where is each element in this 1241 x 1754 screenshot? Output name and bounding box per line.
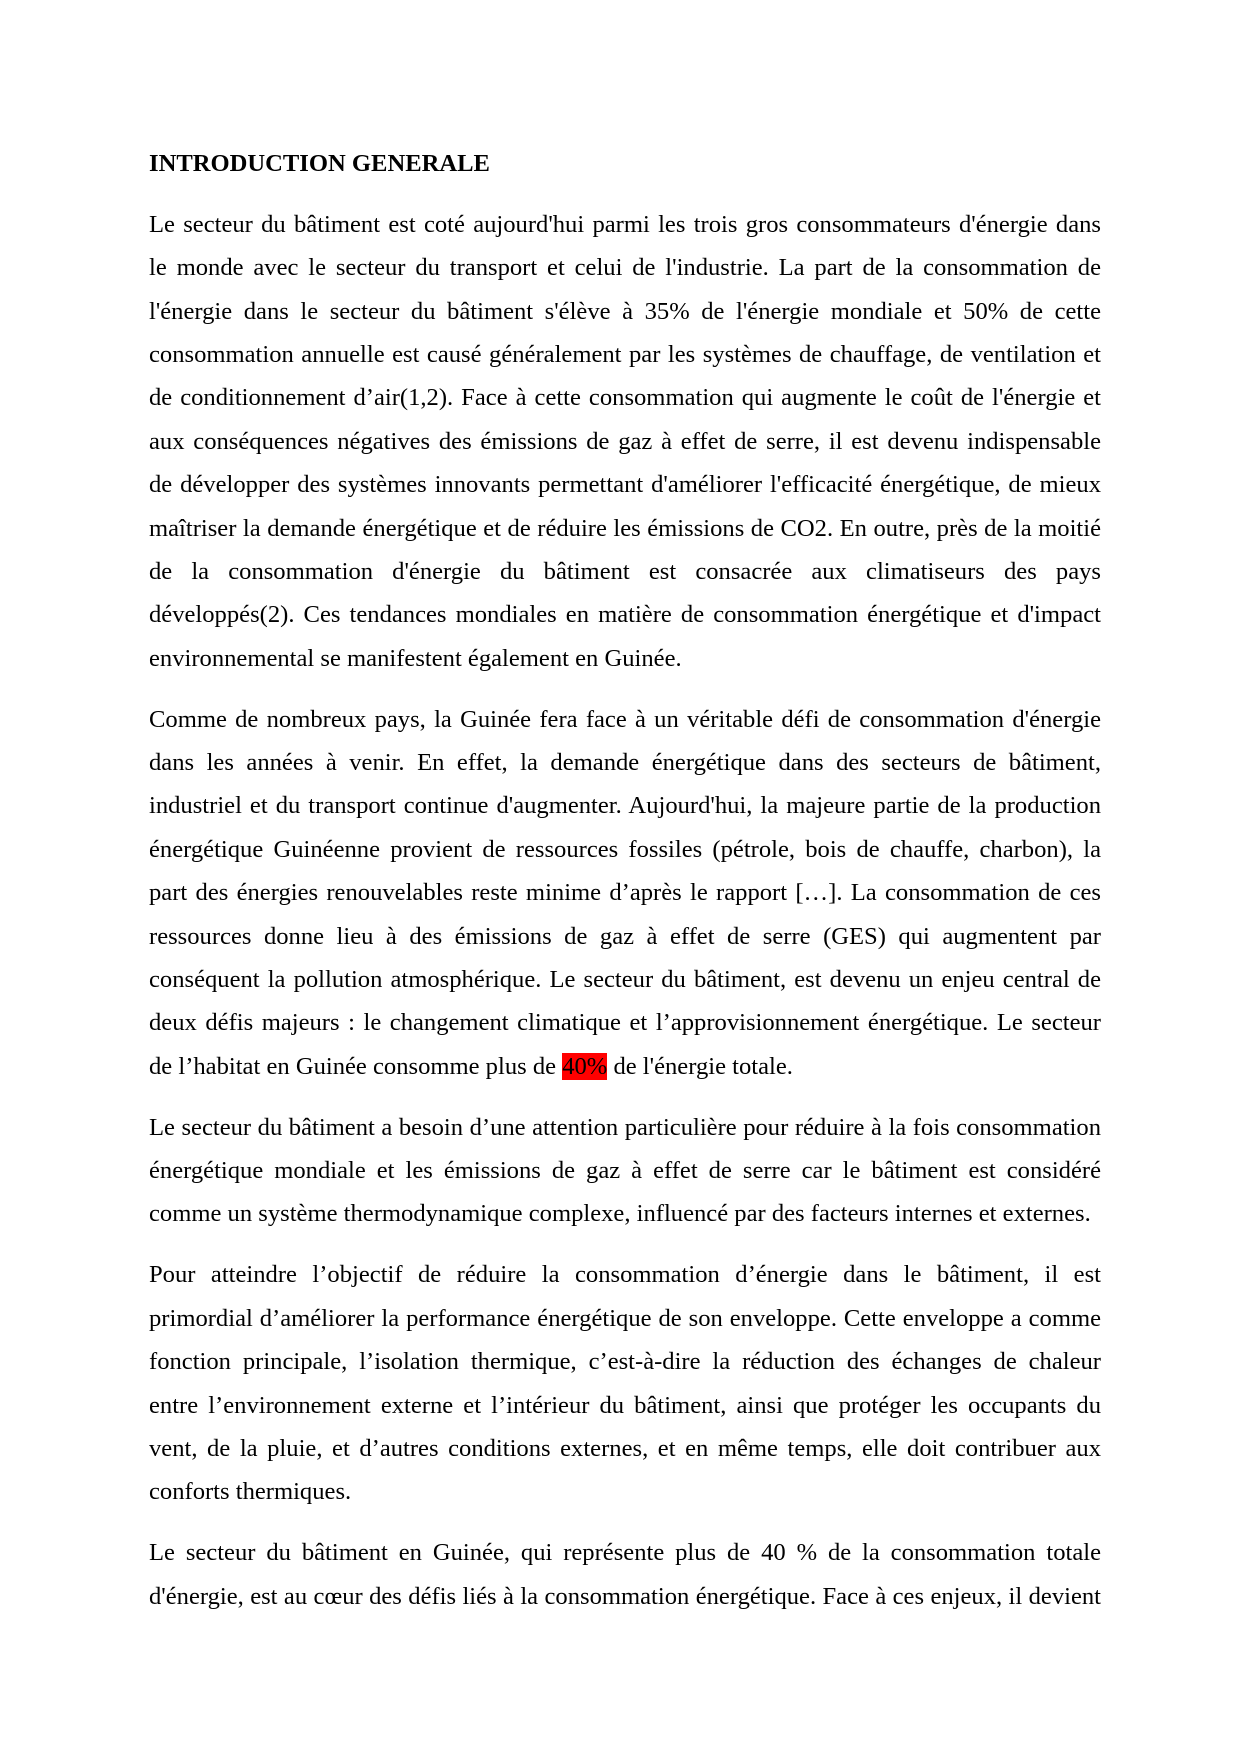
paragraph-line: fonction principale, l’isolation thermique, c’est-à-dire la réduction des échanges de chaleur	[149, 1348, 1101, 1376]
paragraph-line: Le secteur du bâtiment est coté aujourd'hui parmi les trois gros consommateurs d'énergie dans	[149, 210, 1101, 238]
paragraph-line: de conditionnement d’air(1,2). Face à cette consommation qui augmente le coût de l'énergie et	[149, 384, 1101, 412]
text-after-highlight: de l'énergie totale.	[607, 1052, 793, 1080]
paragraph-3	[149, 1106, 1101, 1236]
highlighted-percentage: 40%	[562, 1052, 608, 1080]
section-heading: INTRODUCTION GENERALE	[149, 150, 490, 177]
paragraph-line: part des énergies renouvelables reste minime d’après le rapport […]. La consommation de ces	[149, 879, 1101, 907]
paragraph-line: comme un système thermodynamique complexe, influencé par des facteurs internes et externes.	[149, 1200, 1091, 1228]
paragraph-line: Le secteur du bâtiment en Guinée, qui représente plus de 40 % de la consommation totale	[149, 1539, 1101, 1567]
paragraph-line: maîtriser la demande énergétique et de réduire les émissions de CO2. En outre, près de la moitié	[149, 514, 1101, 542]
paragraph-line: développés(2). Ces tendances mondiales en matière de consommation énergétique et d'impact	[149, 601, 1101, 629]
paragraph-line: consommation annuelle est causé généralement par les systèmes de chauffage, de ventilation et	[149, 341, 1101, 369]
document-page	[149, 142, 1101, 1636]
paragraph-line: primordial d’améliorer la performance énergétique de son enveloppe. Cette enveloppe a comme	[149, 1304, 1101, 1332]
paragraph-line: conforts thermiques.	[149, 1478, 352, 1506]
paragraph-5	[149, 1531, 1101, 1618]
paragraph-line: énergétique Guinéenne provient de ressources fossiles (pétrole, bois de chauffe, charbon), la	[149, 835, 1101, 863]
paragraph-line: ressources donne lieu à des émissions de gaz à effet de serre (GES) qui augmentent par	[149, 922, 1101, 950]
paragraph-4	[149, 1253, 1101, 1513]
paragraph-line: énergétique mondiale et les émissions de gaz à effet de serre car le bâtiment est considéré	[149, 1157, 1101, 1185]
paragraph-line: l'énergie dans le secteur du bâtiment s'élève à 35% de l'énergie mondiale et 50% de cette	[149, 297, 1101, 325]
paragraph-line: environnemental se manifestent également en Guinée.	[149, 644, 682, 672]
paragraph-line: de la consommation d'énergie du bâtiment est consacrée aux climatiseurs des pays	[149, 558, 1101, 586]
paragraph-line: d'énergie, est au cœur des défis liés à la consommation énergétique. Face à ces enjeux, il devient	[149, 1582, 1101, 1610]
paragraph-line: dans les années à venir. En effet, la demande énergétique dans des secteurs de bâtiment,	[149, 749, 1101, 777]
paragraph-line: aux conséquences négatives des émissions de gaz à effet de serre, il est devenu indispensable	[149, 427, 1101, 455]
paragraph-line: industriel et du transport continue d'augmenter. Aujourd'hui, la majeure partie de la production	[149, 792, 1101, 820]
text-before-highlight: de l’habitat en Guinée consomme plus de	[149, 1052, 563, 1080]
paragraph-line: Le secteur du bâtiment a besoin d’une attention particulière pour réduire à la fois consommation	[149, 1113, 1101, 1141]
paragraph-line: deux défis majeurs : le changement climatique et l’approvisionnement énergétique. Le secteur	[149, 1009, 1101, 1037]
paragraph-line: le monde avec le secteur du transport et celui de l'industrie. La part de la consommation de	[149, 254, 1101, 282]
paragraph-line: Comme de nombreux pays, la Guinée fera face à un véritable défi de consommation d'énergie	[149, 705, 1101, 733]
paragraph-2	[149, 698, 1101, 1089]
paragraph-line: Pour atteindre l’objectif de réduire la consommation d’énergie dans le bâtiment, il est	[149, 1261, 1101, 1289]
paragraph-line: conséquent la pollution atmosphérique. Le secteur du bâtiment, est devenu un enjeu central de	[149, 966, 1101, 994]
paragraph-line: de développer des systèmes innovants permettant d'améliorer l'efficacité énergétique, de mieux	[149, 471, 1101, 499]
paragraph-line: vent, de la pluie, et d’autres conditions externes, et en même temps, elle doit contribuer aux	[149, 1434, 1101, 1462]
paragraph-line	[149, 1045, 1101, 1088]
paragraph-1	[149, 203, 1101, 680]
paragraph-line: entre l’environnement externe et l’intérieur du bâtiment, ainsi que protéger les occupants du	[149, 1391, 1101, 1419]
